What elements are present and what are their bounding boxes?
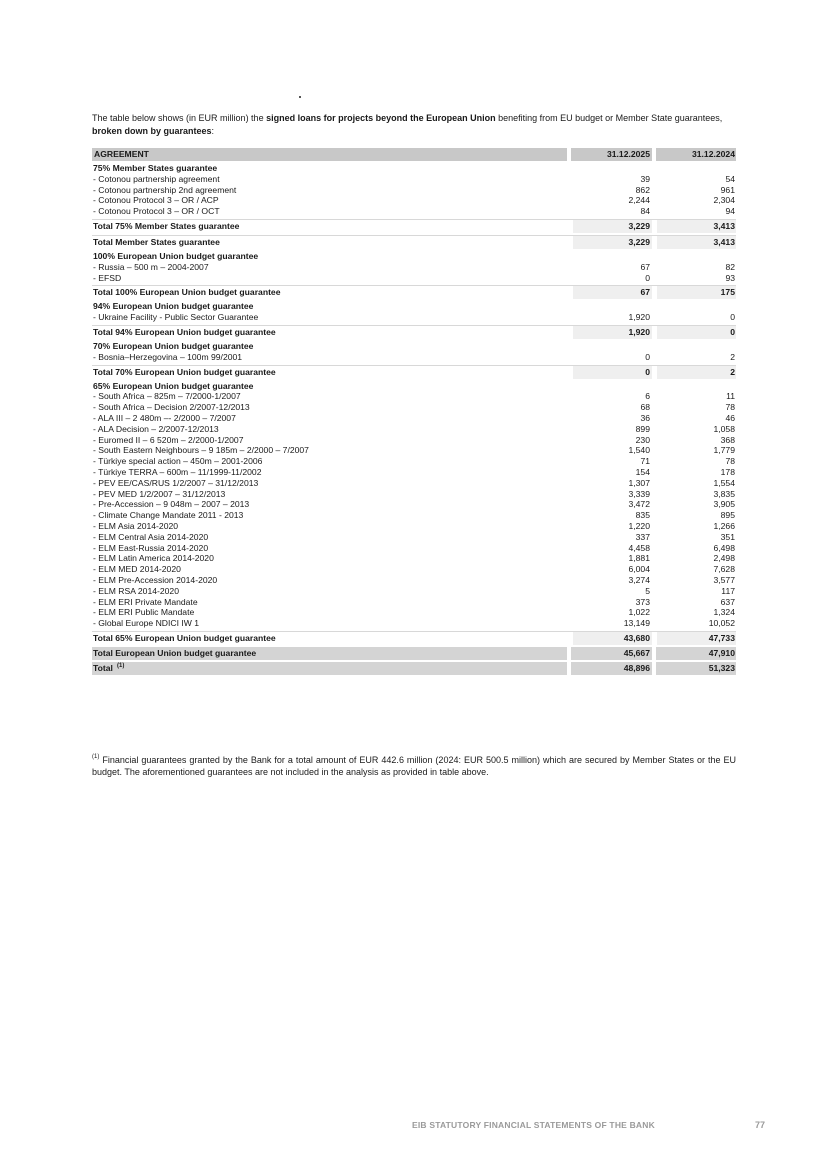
value-2024: 10,052 [708, 618, 735, 629]
value-2025: 835 [635, 510, 650, 521]
value-2024: 0 [730, 312, 735, 323]
value-2025: 84 [640, 206, 650, 217]
row-label: - Global Europe NDICI IW 1 [93, 618, 200, 629]
row-label: - South Africa – 825m – 7/2000-1/2007 [93, 391, 241, 402]
table-row [92, 564, 736, 575]
value-2025: 1,220 [628, 520, 650, 531]
row-label: - Cotonou Protocol 3 – OR / ACP [93, 195, 219, 206]
row-label: - ELM ERI Private Mandate [93, 596, 198, 607]
value-2024: 54 [725, 173, 735, 184]
table-row [92, 445, 736, 456]
row-label: - ELM Latin America 2014-2020 [93, 553, 214, 564]
row-label: - Cotonou partnership 2nd agreement [93, 184, 237, 195]
value-2025: 373 [635, 596, 650, 607]
table-row [92, 352, 736, 363]
header-2024: 31.12.2024 [691, 149, 735, 159]
value-2024: 3,905 [713, 499, 735, 510]
value-2024: 117 [721, 585, 735, 596]
table-row [92, 185, 736, 196]
row-label: - Russia – 500 m – 2004-2007 [93, 261, 209, 272]
row-label: Total [93, 662, 113, 673]
total-row [92, 285, 736, 299]
row-label: - Ukraine Facility - Public Sector Guarantee [93, 312, 259, 323]
table-row [92, 262, 736, 273]
value-2025: 4,458 [628, 542, 650, 553]
value-2024: 78 [725, 456, 735, 467]
table-row [92, 435, 736, 446]
value-2025: 67 [640, 261, 650, 272]
section-heading-row [92, 341, 736, 352]
value-2024: 961 [720, 184, 735, 195]
value-2024: 2,304 [713, 195, 735, 206]
total-row [92, 235, 736, 249]
value-2025: 5 [645, 585, 650, 596]
value-2025: 45,667 [623, 647, 650, 658]
table-header [92, 148, 736, 161]
value-2024: 3,835 [713, 488, 735, 499]
value-2024: 3,413 [713, 220, 735, 231]
value-2024: 1,266 [713, 520, 735, 531]
section-heading-row [92, 381, 736, 392]
footnote-ref: (1) [117, 662, 125, 669]
row-label: - ALA Decision – 2/2007-12/2013 [93, 423, 219, 434]
value-2025: 39 [640, 173, 650, 184]
total-row [92, 662, 736, 675]
intro-paragraph [92, 112, 742, 137]
row-label: - Bosnia–Herzegovina – 100m 99/2001 [93, 351, 243, 362]
table-row [92, 195, 736, 206]
value-2024: 0 [730, 326, 735, 337]
total-row [92, 219, 736, 233]
value-2024: 1,554 [713, 477, 735, 488]
value-2025: 0 [645, 351, 650, 362]
value-2025: 862 [635, 184, 650, 195]
table-row [92, 402, 736, 413]
value-2024: 895 [720, 510, 735, 521]
table-row [92, 206, 736, 217]
row-label: Total Member States guarantee [93, 236, 220, 247]
value-2025: 48,896 [623, 662, 650, 673]
row-label: 65% European Union budget guarantee [93, 380, 254, 391]
footer-title: EIB STATUTORY FINANCIAL STATEMENTS OF THE BANK [412, 1120, 655, 1130]
row-label: - Cotonou partnership agreement [93, 173, 220, 184]
value-2024: 3,577 [713, 574, 735, 585]
value-2024: 637 [720, 596, 735, 607]
footnote-text: Financial guarantees granted by the Bank for a total amount of EUR 442.6 million (2024: EUR 500.5 million) which are secured by Member States or the EU budget. The aforementioned guarantees are not included in the analysis as provided in table above. [92, 755, 736, 778]
value-2024: 368 [720, 434, 735, 445]
value-2024: 47,910 [708, 647, 735, 658]
value-2024: 3,413 [713, 236, 735, 247]
row-label: - Türkiye special action – 450m – 2001-2006 [93, 456, 263, 467]
total-row [92, 647, 736, 660]
row-label: - ELM Central Asia 2014-2020 [93, 531, 209, 542]
table-row [92, 597, 736, 608]
table-row [92, 413, 736, 424]
value-2025: 1,881 [628, 553, 650, 564]
row-label: - EFSD [93, 272, 122, 283]
table-row [92, 521, 736, 532]
value-2024: 2 [730, 351, 735, 362]
table-row [92, 543, 736, 554]
footnote [92, 754, 736, 779]
value-2025: 3,472 [628, 499, 650, 510]
row-label: - ELM East-Russia 2014-2020 [93, 542, 209, 553]
stray-dot [299, 96, 301, 98]
table-row [92, 586, 736, 597]
value-2024: 1,779 [713, 445, 735, 456]
row-label: - Euromed II – 6 520m – 2/2000-1/2007 [93, 434, 244, 445]
table-row [92, 467, 736, 478]
value-2024: 46 [725, 412, 735, 423]
row-label: 94% European Union budget guarantee [93, 301, 254, 312]
row-label: - Cotonou Protocol 3 – OR / OCT [93, 206, 220, 217]
value-2025: 1,920 [628, 312, 650, 323]
value-2025: 899 [635, 423, 650, 434]
row-label: 70% European Union budget guarantee [93, 340, 254, 351]
intro-text-1: The table below shows (in EUR million) the [92, 113, 267, 123]
value-2024: 78 [725, 402, 735, 413]
value-2025: 3,274 [628, 574, 650, 585]
row-label: - South Eastern Neighbours – 9 185m – 2/2000 – 7/2007 [93, 445, 309, 456]
table-row [92, 424, 736, 435]
row-label: Total 100% European Union budget guarantee [93, 287, 281, 298]
row-label: - ELM Pre-Accession 2014-2020 [93, 574, 218, 585]
value-2025: 3,229 [628, 220, 650, 231]
value-2024: 94 [725, 206, 735, 217]
total-row [92, 325, 736, 339]
total-row [92, 631, 736, 645]
intro-bold-2: broken down by guarantees [92, 125, 212, 136]
value-2025: 0 [645, 272, 650, 283]
row-label: Total 70% European Union budget guarantee [93, 366, 276, 377]
table-row [92, 618, 736, 629]
page-number: 77 [755, 1120, 766, 1130]
total-row [92, 365, 736, 379]
header-agreement: AGREEMENT [94, 149, 149, 159]
row-label: - Pre-Accession – 9 048m – 2007 – 2013 [93, 499, 250, 510]
section-heading-row [92, 163, 736, 174]
value-2025: 13,149 [623, 618, 650, 629]
table-row [92, 174, 736, 185]
header-2025: 31.12.2025 [606, 149, 650, 159]
value-2025: 6 [645, 391, 650, 402]
row-label: 100% European Union budget guarantee [93, 250, 259, 261]
value-2025: 1,307 [628, 477, 650, 488]
section-heading-row [92, 251, 736, 262]
row-label: Total European Union budget guarantee [93, 647, 257, 658]
row-label: - South Africa – Decision 2/2007-12/2013 [93, 402, 250, 413]
value-2024: 7,628 [713, 564, 735, 575]
table-row [92, 391, 736, 402]
value-2025: 67 [640, 287, 650, 298]
row-label: - ELM ERI Public Mandate [93, 607, 195, 618]
value-2025: 43,680 [623, 632, 650, 643]
value-2025: 2,244 [628, 195, 650, 206]
table-row [92, 499, 736, 510]
table-body [92, 163, 736, 675]
row-label: - Climate Change Mandate 2011 - 2013 [93, 510, 244, 521]
value-2024: 351 [720, 531, 735, 542]
value-2025: 230 [635, 434, 650, 445]
table-row [92, 532, 736, 543]
value-2025: 1,920 [628, 326, 650, 337]
value-2024: 93 [725, 272, 735, 283]
intro-text-3: : [211, 125, 215, 136]
table-row [92, 273, 736, 284]
table-row [92, 478, 736, 489]
table-row [92, 489, 736, 500]
value-2024: 47,733 [708, 632, 735, 643]
table-row [92, 456, 736, 467]
row-label: - Türkiye TERRA – 600m – 11/1999-11/2002 [93, 466, 262, 477]
table-row [92, 510, 736, 521]
row-label: Total 75% Member States guarantee [93, 220, 240, 231]
value-2024: 175 [720, 287, 735, 298]
table-row [92, 312, 736, 323]
table-row [92, 607, 736, 618]
intro-bold-1: signed loans for projects beyond the European Union [266, 113, 496, 123]
row-label: - ALA III – 2 480m –- 2/2000 – 7/2007 [93, 412, 236, 423]
row-label: Total 94% European Union budget guarantee [93, 326, 276, 337]
value-2024: 11 [726, 391, 735, 402]
value-2024: 2,498 [713, 553, 735, 564]
value-2024: 1,058 [713, 423, 735, 434]
section-heading-row [92, 301, 736, 312]
value-2025: 68 [640, 402, 650, 413]
value-2025: 154 [635, 466, 650, 477]
value-2025: 36 [640, 412, 650, 423]
value-2024: 1,324 [713, 607, 735, 618]
value-2025: 0 [645, 366, 650, 377]
row-label: - ELM Asia 2014-2020 [93, 520, 179, 531]
value-2024: 2 [730, 366, 735, 377]
footnote-marker: (1) [92, 754, 100, 760]
intro-text-2: benefiting from EU budget or Member State guarantees, [495, 113, 723, 123]
value-2025: 71 [640, 456, 650, 467]
row-label: - ELM RSA 2014-2020 [93, 585, 179, 596]
value-2024: 6,498 [713, 542, 735, 553]
row-label: Total 65% European Union budget guarantee [93, 632, 276, 643]
row-label: - ELM MED 2014-2020 [93, 564, 181, 575]
value-2025: 337 [635, 531, 650, 542]
value-2025: 1,540 [628, 445, 650, 456]
value-2025: 3,229 [628, 236, 650, 247]
value-2024: 51,323 [708, 662, 735, 673]
row-label: - PEV MED 1/2/2007 – 31/12/2013 [93, 488, 226, 499]
table-row [92, 575, 736, 586]
value-2024: 82 [725, 261, 735, 272]
row-label: 75% Member States guarantee [93, 163, 218, 173]
row-label: - PEV EE/CAS/RUS 1/2/2007 – 31/12/2013 [93, 477, 259, 488]
value-2025: 6,004 [628, 564, 650, 575]
value-2025: 1,022 [628, 607, 650, 618]
value-2025: 3,339 [628, 488, 650, 499]
table-row [92, 553, 736, 564]
guarantees-table [92, 148, 736, 675]
value-2024: 178 [720, 466, 735, 477]
